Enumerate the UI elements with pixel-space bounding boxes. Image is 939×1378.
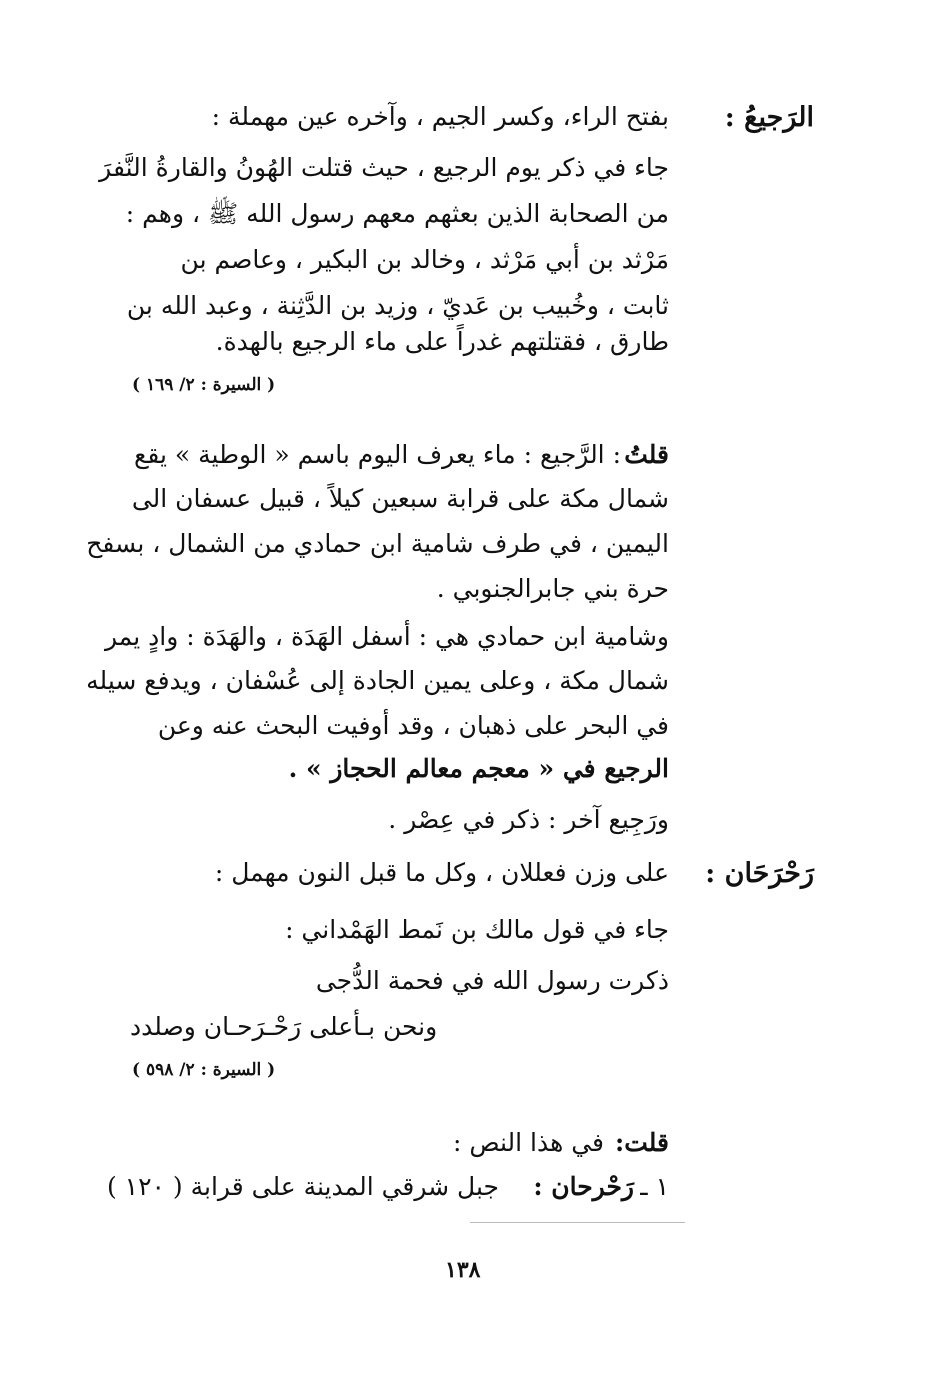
divider xyxy=(470,1222,685,1223)
entry-text-line: ثابت ، وخُبيب بن عَديّ ، وزيد بن الدَّثِنة ، وعبد الله بن xyxy=(126,291,669,320)
page-number: ١٣٨ xyxy=(445,1257,481,1283)
entry-text-line: مَرْثد بن أبي مَرْثد ، وخالد بن البكير ، وعاصم بن xyxy=(180,245,669,274)
note-line-bold: الرجيع في « معجم معالم الحجاز » . xyxy=(288,754,669,783)
note-line: وشامية ابن حمادي هي : أسفل الهَدَة ، والهَدَة : وادٍ يمر xyxy=(104,622,669,651)
entry-text-line: جاء في قول مالك بن نَمط الهَمْداني : xyxy=(285,915,669,944)
citation-reference: ( السيرة : ٢/ ١٦٩ ) xyxy=(132,375,276,395)
entry-text-line: جاء في ذكر يوم الرجيع ، حيث قتلت الهُونُ والقارةُ النَّفرَ xyxy=(99,153,669,182)
entry-text-line: طارق ، فقتلتهم غدراً على ماء الرجيع بالهدة. xyxy=(215,327,669,356)
verse-line: ذكرت رسول الله في فحمة الدُّجى xyxy=(315,966,669,995)
note-line: ورَجِيع آخر : ذكر في عِصْر . xyxy=(388,805,669,834)
note-line: شمال مكة ، وعلى يمين الجادة إلى عُسْفان ، ويدفع سيله xyxy=(86,666,669,695)
entry-term-rahrahan: رَحْرَحَان : xyxy=(705,858,814,889)
entry-term-rajee: الرَجيعُ : xyxy=(724,102,814,133)
entry-definition-rahrahan: على وزن فعللان ، وكل ما قبل النون مهمل : xyxy=(214,858,669,887)
entry-definition-rajee: بفتح الراء، وكسر الجيم ، وآخره عين مهملة : xyxy=(211,102,669,131)
list-item-text: جبل شرقي المدينة على قرابة ( ١٢٠ ) xyxy=(106,1172,499,1201)
note-line: حرة بني جابرالجنوبي . xyxy=(436,574,669,603)
note-line: شمال مكة على قرابة سبعين كيلاً ، قبيل عسفان الى xyxy=(131,484,669,513)
note-line: اليمين ، في طرف شامية ابن حمادي من الشمال ، بسفح xyxy=(86,529,669,558)
verse-line: ونحن بـأعلى رَحْـرَحـان وصلدد xyxy=(130,1012,438,1041)
note-label: قلت: xyxy=(614,1128,669,1157)
list-item-term: رَحْرحان : xyxy=(533,1172,634,1201)
note-label: قلتُ xyxy=(624,440,669,469)
note-line: في هذا النص : xyxy=(452,1128,604,1157)
citation-reference: ( السيرة : ٢/ ٥٩٨ ) xyxy=(132,1060,276,1080)
note-line: في البحر على ذهبان ، وقد أوفيت البحث عنه وعن xyxy=(157,711,669,740)
entry-text-line: من الصحابة الذين بعثهم معهم رسول الله ﷺ ، وهم : xyxy=(125,199,669,228)
note-line: : الرَّجيع : ماء يعرف اليوم باسم « الوطية » يقع xyxy=(134,440,621,469)
list-item-number: ١ ـ xyxy=(640,1172,669,1201)
